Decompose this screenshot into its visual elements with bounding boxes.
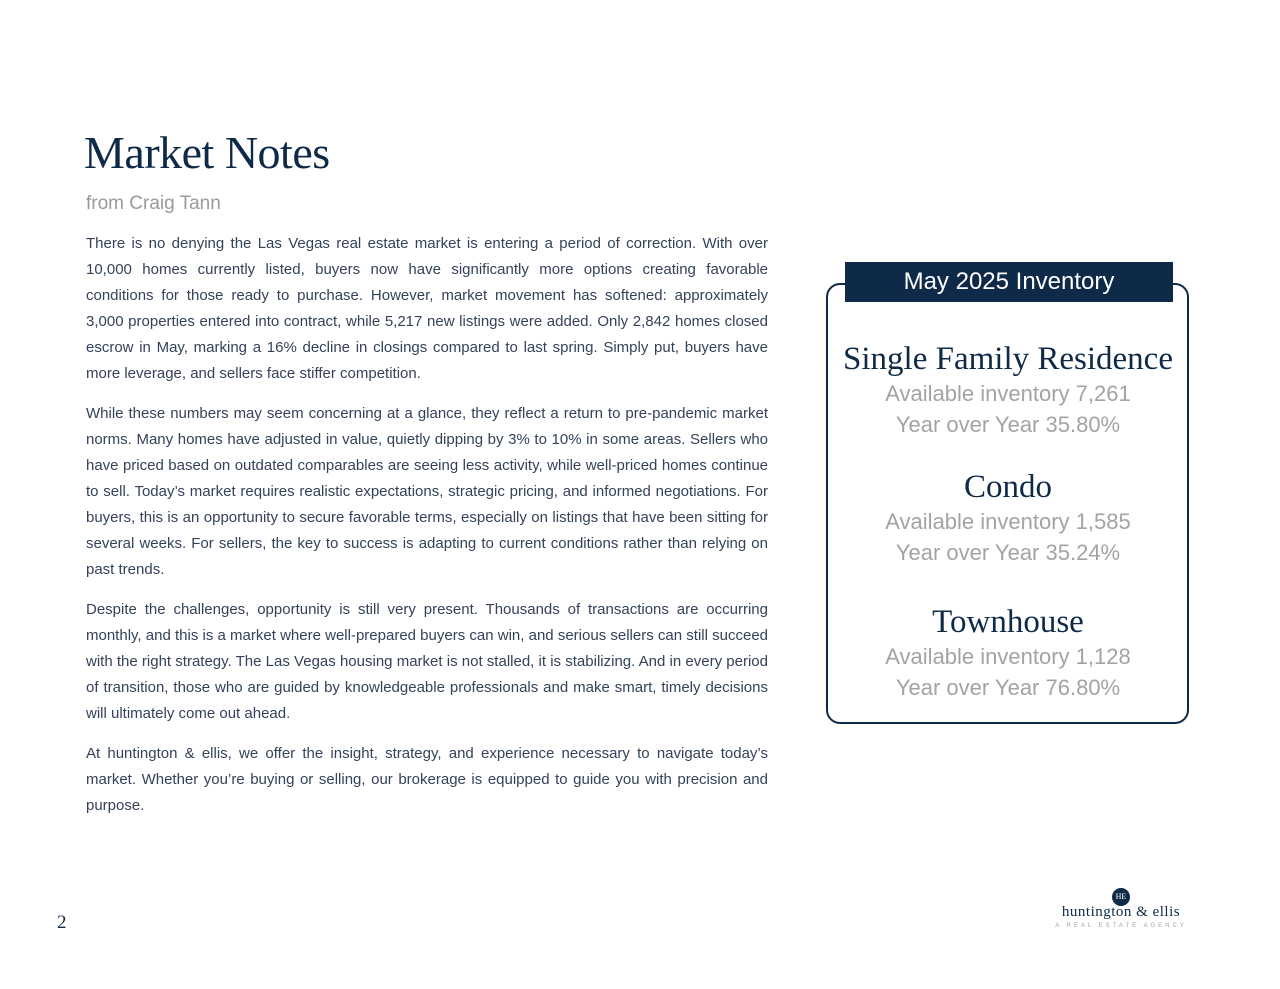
paragraph: Despite the challenges, opportunity is still very present. Thousands of transactions are occurring monthly, and this is a market where well-prepared buyers can win, and serious sellers can still succeed with the right strategy. The Las Vegas housing market is not stalled, it is stabilizing. And in every period of transition, those who are guided by knowledgeable professionals and make smart, timely decisions will ultimately come out ahead.	[86, 601, 768, 722]
available-inventory: Available inventory 1,585	[885, 509, 1131, 534]
year-over-year: Year over Year 76.80%	[895, 675, 1121, 700]
category-name: Townhouse	[932, 604, 1084, 640]
year-over-year: Year over Year 35.80%	[895, 412, 1121, 437]
inventory-single-family	[828, 340, 1188, 440]
category-name: Condo	[963, 469, 1052, 505]
category-name: Single Family Residence	[843, 341, 1173, 377]
logo-monogram-icon: HE	[1112, 888, 1130, 906]
inventory-townhouse	[828, 603, 1188, 703]
paragraph: There is no denying the Las Vegas real estate market is entering a period of correction. With over 10,000 homes currently listed, buyers now have significantly more options creating favorable conditions for those ready to purchase. However, market movement has softened: approximately 3,000 properties entered into contract, while 5,217 new listings were added. Only 2,842 homes closed escrow in May, marking a 16% decline in closings compared to last spring. Simply put, buyers have more leverage, and sellers face stiffer competition.	[86, 235, 768, 382]
page-number: 2	[57, 912, 67, 933]
year-over-year: Year over Year 35.24%	[895, 540, 1121, 565]
logo-tagline: A REAL ESTATE AGENCY	[1055, 923, 1187, 929]
paragraph: While these numbers may seem concerning at a glance, they reflect a return to pre-pandemic market norms. Many homes have adjusted in value, quietly dipping by 3% to 10% in some areas. Sellers who have priced based on outdated comparables are seeing less activity, while well-priced homes continue to sell. Today’s market requires realistic expectations, strategic pricing, and informed negotiations. For buyers, this is an opportunity to secure favorable terms, especially on listings that have been sitting for several weeks. For sellers, the key to success is adapting to current conditions rather than relying on past trends.	[86, 405, 768, 578]
company-logo	[1046, 886, 1196, 936]
inventory-header: May 2025 Inventory	[845, 262, 1173, 302]
page-title: Market Notes	[84, 127, 330, 178]
market-notes-body	[86, 231, 768, 833]
available-inventory: Available inventory 1,128	[885, 644, 1131, 669]
author-subtitle: from Craig Tann	[86, 193, 221, 214]
available-inventory: Available inventory 7,261	[885, 381, 1131, 406]
paragraph: At huntington & ellis, we offer the insight, strategy, and experience necessary to navigate today’s market. Whether you’re buying or selling, our brokerage is equipped to guide you with precision and purpose.	[86, 745, 768, 814]
logo-name: huntington & ellis	[1061, 904, 1181, 920]
inventory-condo	[828, 468, 1188, 568]
